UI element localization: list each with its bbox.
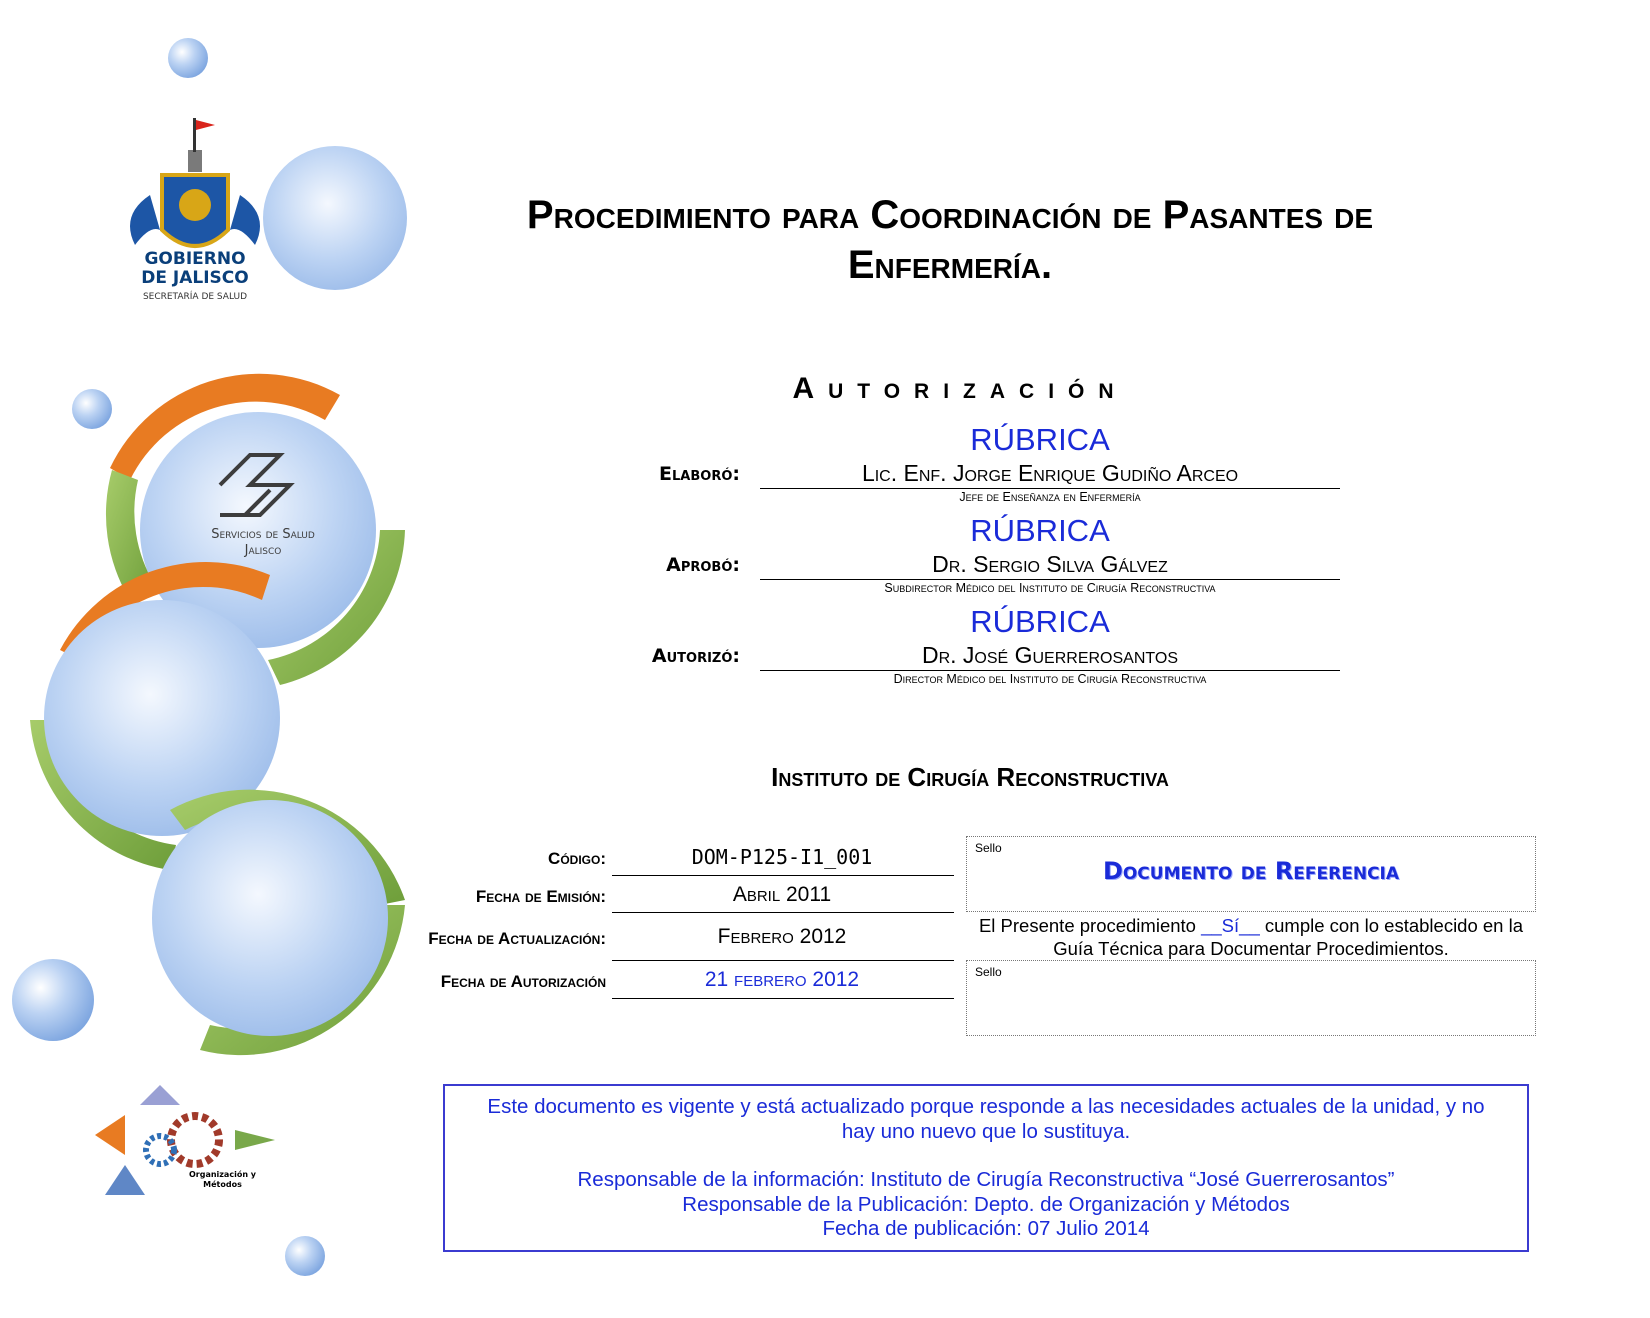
gov-logo-line3: SECRETARÍA DE SALUD [142, 292, 248, 302]
validity-notice-box [443, 1084, 1529, 1252]
om-logo-line2: Métodos [203, 1180, 242, 1189]
bubble-decoration [12, 959, 94, 1041]
compliance-yes: __Sí__ [1201, 915, 1260, 936]
code-value: DOM-P125-I1_001 [691, 845, 873, 869]
ssj-logo-line2: Jalisco [244, 543, 282, 558]
institute-heading: Instituto de Cirugía Reconstructiva [771, 762, 1169, 792]
auth-date-line [612, 998, 954, 999]
document-title-line1: Procedimiento para Coordinación de Pasantes de [526, 193, 1374, 237]
signature-label: Aprobó: [666, 554, 740, 576]
code-line [612, 875, 954, 876]
bubble-decoration [72, 389, 112, 429]
publication-date: Fecha de publicación: 07 Julio 2014 [822, 1217, 1150, 1240]
issue-date-value: Abril 2011 [732, 883, 832, 906]
signature-line [760, 488, 1340, 489]
bubble-decoration [263, 146, 407, 290]
signature-line [760, 579, 1340, 580]
decorative-graphics [0, 0, 420, 1318]
seal-box-bottom [966, 960, 1536, 1036]
compliance-text-line2: Guía Técnica para Documentar Procedimientos. [1053, 938, 1449, 959]
compliance-statement [966, 914, 1536, 960]
gov-logo [120, 250, 270, 306]
om-logo [170, 1170, 275, 1190]
update-date-line [612, 960, 954, 961]
ssj-logo [188, 527, 338, 559]
signature-rubrica: RÚBRICA [970, 422, 1110, 457]
signature-rubrica: RÚBRICA [970, 604, 1110, 639]
signature-line [760, 670, 1340, 671]
signature-name: Dr. José Guerrerosantos [921, 642, 1179, 668]
signature-label: Elaboró: [659, 463, 740, 485]
signature-role: Subdirector Médico del Instituto de Cirugía Reconstructiva [884, 581, 1216, 595]
compliance-text-before: El Presente procedimiento [978, 915, 1202, 936]
auth-date-value: 21 febrero 2012 [704, 968, 860, 991]
seal-label: Sello [975, 841, 1002, 855]
om-logo-line1: Organización y [188, 1170, 257, 1179]
signature-label: Autorizó: [651, 645, 740, 667]
gov-logo-line1: GOBIERNO [144, 249, 246, 269]
document-title [440, 190, 1460, 290]
validity-notice-line1: Este documento es vigente y está actualizado porque responde a las necesidades actuales de la unidad, y no [487, 1095, 1485, 1118]
update-date-label: Fecha de Actualización: [428, 929, 606, 948]
document-title-line2: Enfermería. [847, 243, 1053, 287]
ssj-logo-line1: Servicios de Salud [211, 527, 315, 542]
compliance-text-after: cumple con lo establecido en la [1259, 915, 1524, 936]
seal-label: Sello [975, 965, 1002, 979]
signature-rubrica: RÚBRICA [970, 513, 1110, 548]
document-reference-stamp: Documento de Referencia [1102, 857, 1400, 885]
bubble-decoration [168, 38, 208, 78]
issue-date-line [612, 912, 954, 913]
signature-role: Jefe de Enseñanza en Enfermería [959, 490, 1141, 504]
responsible-information: Responsable de la información: Instituto de Cirugía Reconstructiva “José Guerrerosantos” [577, 1168, 1395, 1191]
auth-date-label: Fecha de Autorización [440, 972, 606, 991]
validity-notice-line2: hay uno nuevo que lo sustituya. [841, 1119, 1131, 1143]
authorization-heading: Autorización [792, 372, 1128, 405]
signature-name: Lic. Enf. Jorge Enrique Gudiño Arceo [861, 460, 1239, 486]
gov-logo-line2: DE JALISCO [141, 268, 249, 288]
code-label: Código: [548, 849, 606, 868]
jalisco-coat-of-arms-icon [130, 118, 260, 246]
update-date-value: Febrero 2012 [717, 925, 847, 948]
bubble-decoration [285, 1236, 325, 1276]
signature-name: Dr. Sergio Silva Gálvez [932, 551, 1168, 577]
seal-box-top [966, 836, 1536, 912]
responsible-publication: Responsable de la Publicación: Depto. de Organización y Métodos [682, 1192, 1290, 1216]
signature-role: Director Médico del Instituto de Cirugía Reconstructiva [893, 672, 1207, 686]
issue-date-label: Fecha de Emisión: [475, 887, 606, 906]
